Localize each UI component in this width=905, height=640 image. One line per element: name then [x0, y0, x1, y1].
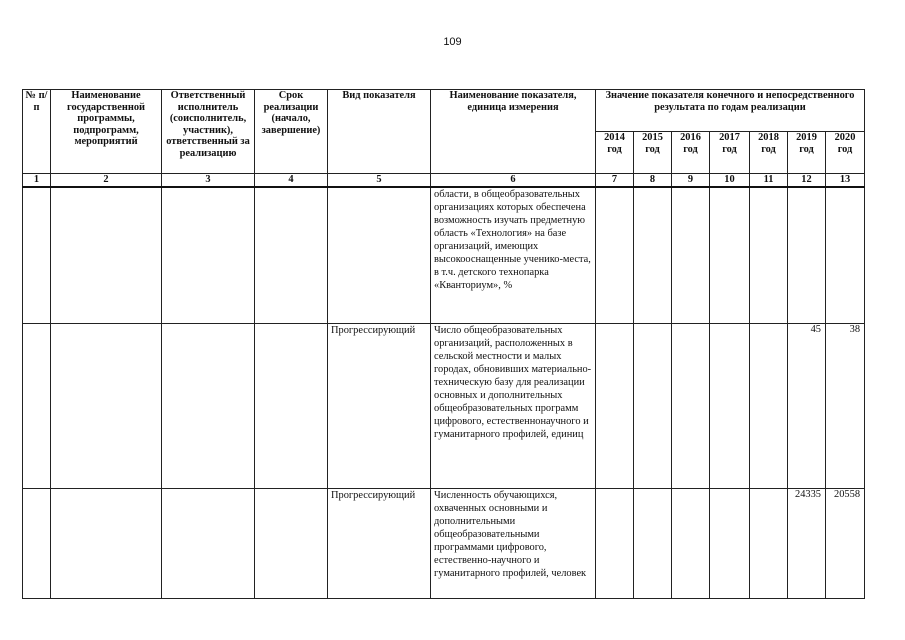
indicator-table	[22, 89, 865, 599]
period-cell	[255, 187, 328, 323]
period-cell	[255, 323, 328, 488]
value-2017	[710, 488, 750, 598]
column-number: 13	[826, 174, 865, 188]
header-values-group: Значение показателя конечного и непосредственного результата по годам реализации	[596, 90, 865, 132]
value-2020: 20558	[826, 488, 865, 598]
header-year-2017: 2017 год	[710, 132, 750, 174]
indicator-type-cell	[328, 187, 431, 323]
column-number: 3	[162, 174, 255, 188]
column-number: 4	[255, 174, 328, 188]
program-name-cell	[51, 323, 162, 488]
page-number: 109	[443, 36, 462, 48]
column-number: 10	[710, 174, 750, 188]
program-name-cell	[51, 187, 162, 323]
header-year-2014: 2014 год	[596, 132, 634, 174]
value-2018	[750, 488, 788, 598]
header-program-name: Наименование государственной программы, подпрограмм, мероприятий	[51, 90, 162, 174]
value-2015	[634, 323, 672, 488]
responsible-cell	[162, 187, 255, 323]
value-2016	[672, 187, 710, 323]
column-number: 2	[51, 174, 162, 188]
table-row	[23, 488, 865, 598]
header-year-2019: 2019 год	[788, 132, 826, 174]
value-2019	[788, 187, 826, 323]
indicator-name-cell: Численность обучающихся, охваченных основными и дополнительными общеобразовательными программами цифрового, естественно-научного и гуманитарного профилей, человек	[431, 488, 596, 598]
column-number: 7	[596, 174, 634, 188]
header-indicator-name: Наименование показателя, единица измерения	[431, 90, 596, 174]
value-2016	[672, 323, 710, 488]
column-number: 8	[634, 174, 672, 188]
value-2020: 38	[826, 323, 865, 488]
program-name-cell	[51, 488, 162, 598]
column-number: 6	[431, 174, 596, 188]
value-2018	[750, 323, 788, 488]
column-number: 12	[788, 174, 826, 188]
indicator-type-cell: Прогрессирующий	[328, 488, 431, 598]
indicator-name-cell: области, в общеобразовательных организациях которых обеспечена возможность изучать предметную область «Технология» на базе организаций, имеющих высокооснащенные ученико-места, в т.ч. детского технопарка «Кванториум», %	[431, 187, 596, 323]
value-2014	[596, 488, 634, 598]
table-row	[23, 323, 865, 488]
header-period: Срок реализации (начало, завершение)	[255, 90, 328, 174]
column-number: 9	[672, 174, 710, 188]
value-2019: 45	[788, 323, 826, 488]
table-row	[23, 187, 865, 323]
header-indicator-type: Вид показателя	[328, 90, 431, 174]
value-2020	[826, 187, 865, 323]
value-2017	[710, 323, 750, 488]
header-year-2015: 2015 год	[634, 132, 672, 174]
value-2018	[750, 187, 788, 323]
value-2015	[634, 187, 672, 323]
value-2015	[634, 488, 672, 598]
header-year-2016: 2016 год	[672, 132, 710, 174]
header-year-2020: 2020 год	[826, 132, 865, 174]
responsible-cell	[162, 323, 255, 488]
header-year-2018: 2018 год	[750, 132, 788, 174]
value-2017	[710, 187, 750, 323]
row-number-cell	[23, 488, 51, 598]
column-number: 5	[328, 174, 431, 188]
indicator-name-cell: Число общеобразовательных организаций, расположенных в сельской местности и малых городах, обновивших материально-техническую базу для реализации основных и дополнительных общеобразовательных программ цифрового, естественнонаучного и гуманитарного профилей, единиц	[431, 323, 596, 488]
header-number: № п/п	[23, 90, 51, 174]
column-number: 11	[750, 174, 788, 188]
row-number-cell	[23, 187, 51, 323]
header-responsible: Ответственный исполнитель (соисполнитель, участник), ответственный за реализацию	[162, 90, 255, 174]
value-2019: 24335	[788, 488, 826, 598]
column-number: 1	[23, 174, 51, 188]
column-number-row	[23, 174, 865, 188]
indicator-type-cell: Прогрессирующий	[328, 323, 431, 488]
value-2014	[596, 323, 634, 488]
period-cell	[255, 488, 328, 598]
value-2016	[672, 488, 710, 598]
row-number-cell	[23, 323, 51, 488]
value-2014	[596, 187, 634, 323]
responsible-cell	[162, 488, 255, 598]
